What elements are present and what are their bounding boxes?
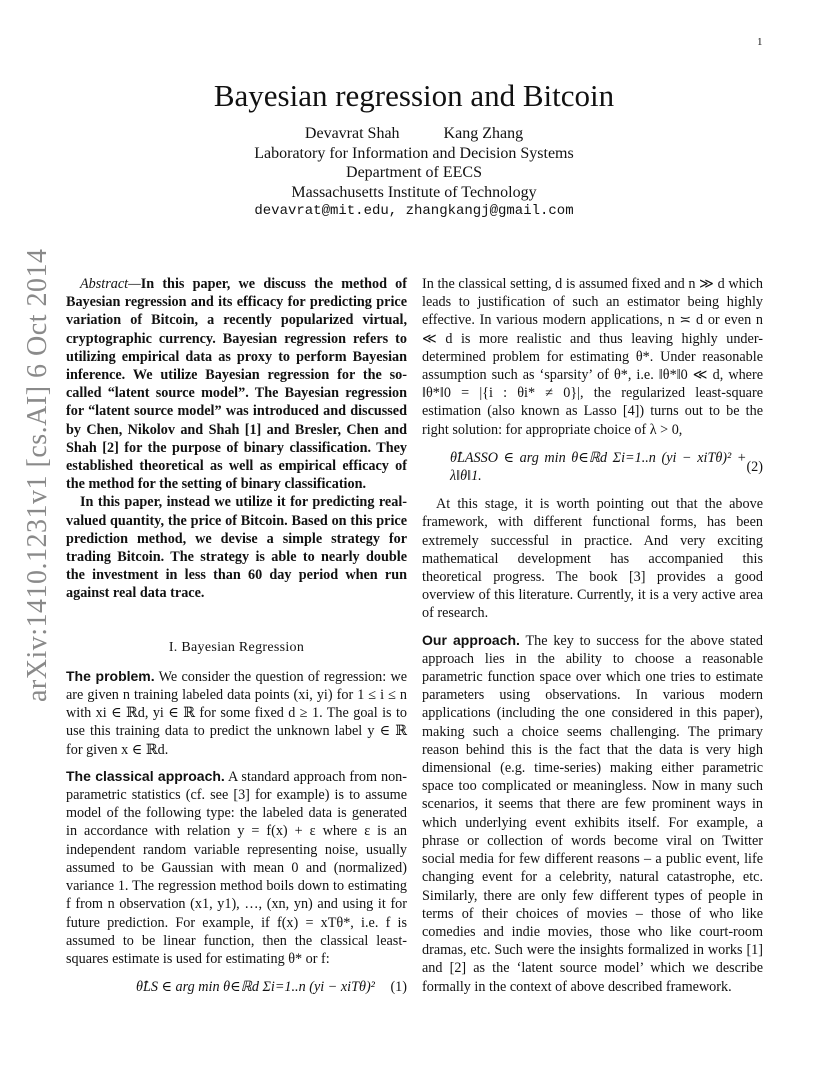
equation-2: [422, 449, 763, 485]
run-in-heading: Our approach.: [422, 631, 520, 648]
abstract-text: In this paper, we discuss the method of Bayesian regression and its efficacy for predicting price variation of Bitcoin, a recently popularized virtual, cryptographic currency. Bayesian regression refers to utilizing empirical data as proxy to perform Bayesian inference. We utilize Bayesian regression for the so-called “latent source model”. The Bayesian regression for “latent source model” was introduced and discussed by Chen, Nikolov and Shah [1] and Bresler, Chen and Shah [2] for the purpose of binary classification. They established theoretical as well as empirical efficacy of the method for the setting of binary classification.: [66, 276, 407, 493]
classical-paragraph: [66, 767, 407, 968]
page-number: 1: [757, 36, 763, 48]
abstract-paragraph-2: In this paper, instead we utilize it for predicting real-valued quantity, the price of Bitcoin. Based on this price prediction method, we devise a simple strategy for trading Bitcoin. The strategy is able to nearly double the investment in less than 60 day period when run against real data trace.: [66, 494, 407, 602]
author-name: Kang Zhang: [443, 125, 524, 142]
equation-body: θ̂LASSO ∈ arg min θ∈ℝd Σi=1..n (yi − xiTθ)² + λ‖θ‖1.: [450, 449, 747, 485]
abstract-label: Abstract: [80, 276, 129, 292]
affiliation-line: Massachusetts Institute of Technology: [291, 183, 537, 201]
problem-paragraph: [66, 667, 407, 759]
affiliation-line: Department of EECS: [346, 164, 482, 181]
arxiv-stamp: arXiv:1410.1231v1 [cs.AI] 6 Oct 2014: [22, 248, 53, 702]
equation-number: (2): [746, 458, 763, 475]
right-column: [422, 275, 763, 996]
paper-title: Bayesian regression and Bitcoin: [213, 78, 615, 113]
equation-number: (1): [390, 979, 407, 996]
problem-text: We consider the question of regression: we are given n training labeled data points (xi, yi) for 1 ≤ i ≤ n with xi ∈ ℝd, yi ∈ ℝ for some fixed d ≥ 1. The goal is to use this training data to predict the unknown label y ∈ ℝ for given x ∈ ℝd.: [66, 668, 407, 758]
approach-text: The key to success for the above stated approach lies in the ability to choose a reasonable parametric function space over which one tries to estimate parameters using observations. In various modern applications (including the one considered in this paper), making such a choice seems challenging. The primary reason behind this is the fact that the data is very high dimensional (e.g. time-series) making either parametric space too complicated or meaningless. Now in many such scenarios, it seems that there are few prominent ways in which underlying event exhibits itself. For example, a phrase or collection of words become viral on Twitter social media for few different reasons – a public event, life changing event for a celebrity, natural catastrophe, etc. Similarly, there are only few different types of people in terms of their choices of movies – those of who like comedies and indie movies, those who like court-room dramas, etc. Such were the insights formalized in works [1] and [2] as the ‘latent source model’ which we describe formally in the context of above described framework.: [422, 632, 763, 995]
section-heading: I. Bayesian Regression: [168, 639, 305, 655]
classical-setting-paragraph: In the classical setting, d is assumed fixed and n ≫ d which leads to justification of such an estimator being highly effective. In various modern applications, n ≍ d or even n ≪ d is more realistic and thus leaving highly under-determined problem for estimating θ*. Under reasonable assumption such as ‘sparsity’ of θ*, i.e. ‖θ*‖0 ≪ d, where ‖θ*‖0 = |{i : θi* ≠ 0}|, the regularized least-square estimation (also known as Lasso [4]) turns out to be the right solution: for appropriate choice of λ > 0,: [422, 276, 763, 438]
left-column: [66, 275, 407, 1006]
approach-paragraph: [422, 631, 763, 996]
equation-1: [66, 978, 407, 996]
author-names: [0, 124, 828, 144]
affiliation-line: Laboratory for Information and Decision Systems: [254, 144, 574, 162]
run-in-heading: The problem.: [66, 667, 155, 684]
classical-text: A standard approach from non-parametric statistics (cf. see [3] for example) is to assume model of the following type: the labeled data is generated in accordance with relation y = f(x) + ε where ε is an independent random variable representing noise, usually assumed to be Gaussian with mean 0 and (normalized) variance 1. The regression method boils down to estimating f from n observation (x1, y1), …, (xn, yn) and using it for future prediction. For example, if f(x) = xTθ*, i.e. f is assumed to be linear function, then the classical least-squares estimate is used for estimating θ* or f:: [66, 768, 407, 967]
stage-paragraph: At this stage, it is worth pointing out that the above framework, with different functional forms, has been extremely successful in practice. And very exciting mathematical development has accompanied this theoretical progress. The book [3] provides a good overview of this literature. Currently, it is a very active area of research.: [422, 496, 763, 622]
equation-body: θ̂LS ∈ arg min θ∈ℝd Σi=1..n (yi − xiTθ)²: [136, 979, 375, 996]
author-block: [0, 124, 828, 222]
run-in-heading: The classical approach.: [66, 767, 225, 784]
author-name: Devavrat Shah: [304, 125, 400, 142]
author-emails: devavrat@mit.edu, zhangkangj@gmail.com: [254, 203, 574, 219]
abstract-paragraph: Abstract—In this paper, we discuss the method of Bayesian regression and its efficacy for predicting price variation of Bitcoin, a recently popularized virtual, cryptographic currency. Bayesian regression refers to utilizing empirical data as proxy to perform Bayesian inference. We utilize Bayesian regression for the so-called “latent source model”. The Bayesian regression for “latent source model” was introduced and discussed by Chen, Nikolov and Shah [1] and Bresler, Chen and Shah [2] for the purpose of binary classification. They established theoretical as well as empirical efficacy of the method for the setting of binary classification.: [66, 276, 407, 493]
